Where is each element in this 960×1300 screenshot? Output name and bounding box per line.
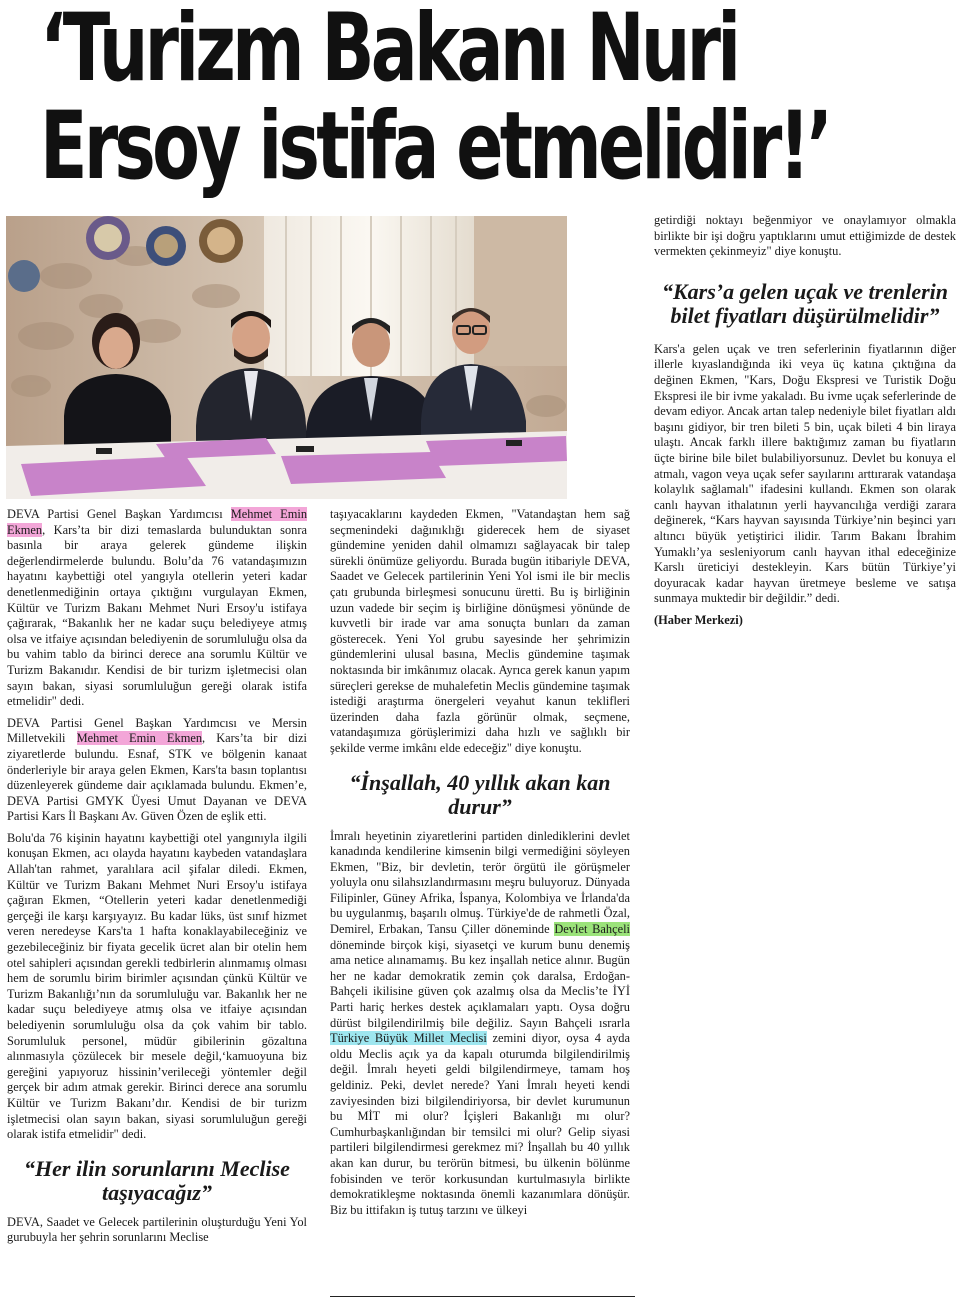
- paragraph: DEVA Partisi Genel Başkan Yardımcısı ve Mersin Milletvekili Mehmet Emin Ekmen, Kars’ta bir dizi ziyaretlerde bulundu. Esnaf, STK ve bölgenin kanaat önderleriyle bir araya gelen Ekmen, Kars'ta basın toplantısı düzenleyerek gündeme dair açıklamada bulundu. Ekmen’e, DEVA Partisi GMYK Üyesi Umut Dayanan ve DEVA Partisi Kars İl Başkanı Av. Güven Özen de eşlik etti.: [7, 715, 307, 824]
- divider: [330, 1296, 635, 1297]
- paragraph: Kars'a gelen uçak ve tren seferlerinin fiyatlarının diğer illerle kıyaslandığında iki veya üç katına çıktığına da değinen Ekmen, "Kars, Doğu Ekspresi ve Turistik Doğu Ekspresi ile bir ivme yakaladı. Bu ivme uçak seferlerinde de devam ediyor. Ancak artan talep nedeniyle bilet fiyatları aldı başını gidiyor, bir tren bileti 5 bin, uçak bileti 4 bin liraya ulaştı. Ancak farklı illere baktığımız zaman bu fiyatların üçte birine bile bilet bulabiliyorsunuz. Devlet bu konuya el atmalı, vagon veya uçak sefer sayılarını arttırarak vatandaşa kolaylık sağlamalı" ifadesini kullandı. Ekmen son olarak canlı hayvan ithalatının yerli hayvancılığa verdiği zarara değinerek, “Kars hayvan sayısında Türkiye’nin beşinci yarı altıncı büyük yetiştirici ilidir. Tarım Bakanı İbrahim Yumaklı’ya sesleniyorum canlı hayvan ithal edeceğinize Karslı üreticiyi destekleyin. Kars bütün Türkiye’yi doyuracak kadar hayvan üretmeye besleme ve satışa sunmaya muktedir bir değildir.” dedi.: [654, 341, 956, 606]
- paragraph: İmralı heyetinin ziyaretlerini partiden dinlediklerini devlet kanadında kendilerine kimsenin bilgi vermediğini söyleyen Ekmen, "Biz, bir devletin, terör örgütü ile görüşmeler yoluyla onu silahsızlandırmasını meşru buluyoruz. Dünyada Filipinler, Güney Afrika, İspanya, Kolombiya ve İrlanda'da bu uygulanmış, başarılı olmuş. Türkiye'de de rahmetli Özal, Demirel, Erbakan, Tansu Çiller döneminde Devlet Bahçeli döneminde birçok kişi, siyasetçi ve kurum bunu denemiş ama netice alınamamış. Bu kez inşallah netice alınır. Bugün her ne kadar demokratik zemin çok daralsa, Erdoğan-Bahçeli ikilisine güven çok azalmış olsa da Meclis’te İYİ Parti hariç herkes destek açıklamaları yaptı. Oysa doğru dürüst bilgilendirilmiş bile değiliz. Sayın Bahçeli ısrarla Türkiye Büyük Millet Meclisi zemini diyor, oysa 4 ayda oldu Meclis açık ya da kapalı oturumda bilgilendirilmiş değil. İmralı heyeti geldi bilgilendirmeye, tamam hoş geldiniz. Peki, devlet nerede? Yani İmralı heyeti kendi zaviyesinden bizi bilgilendiriyorsa, bir devlet kurumunun bu MİT mi olur? İçişleri Bakanlığı mı olur? Cumhurbaşkanlığından bir temsilci mi olur? Gelip siyasi partileri bilgilendirmesi gerekmez mi? İnşallah bu 40 yıllık akan kan durur, bu terörün bitmesi, bu ülkenin bölünme fobisinden ve terör korkusundan kurtulmasıyla birlikte demokratikleşme noktasında önemli kazanımlara dönüşür. Biz bu ittifakın iş tutuş tarzını ve ülkeyi: [330, 828, 631, 1217]
- byline: (Haber Merkezi): [654, 612, 743, 627]
- subheading: “İnşallah, 40 yıllık akan kan durur”: [349, 769, 611, 819]
- column-2: [330, 507, 630, 1224]
- column-1: [7, 507, 307, 1252]
- subheading: “Kars’a gelen uçak ve trenlerin bilet fiyatları düşürülmelidir”: [662, 278, 948, 328]
- highlighted-name: Türkiye Büyük Millet Meclisi: [330, 1031, 487, 1046]
- column-3: [654, 213, 956, 634]
- paragraph: DEVA Partisi Genel Başkan Yardımcısı Mehmet Emin Ekmen, Kars’ta bir dizi temaslarda bulunduktan sonra basınla bir araya gelerek gündeme ilişkin değerlendirmelerde bulundu. Bolu’da 76 vatandaşımızın hayatını kaybettiği otel yangıyla otellerin yeteri kadar denetlenmediğinin ortaya çıktığını vurgulayan Ekmen, Kültür ve Turizm Bakanı Mehmet Nuri Ersoy'u istifaya çağırarak, “Bakanlık her ne kadar suçu belediyeye atmış olsa ve itfaiye açısından belediyenin de sorumluluğu olsa da bu vahim tablo da birinci derece ana sorumlu Kültür ve Turizm Bakanıdır. Kendisi de bir turizm işletmecisi olan sayın bakan, siyasi sorumluluğun gereği olarak istifa etmelidir" dedi.: [7, 507, 308, 709]
- headline-line-2: Ersoy istifa etmelidir!’: [40, 92, 830, 201]
- paragraph: Bolu'da 76 kişinin hayatını kaybettiği otel yangınıyla ilgili konuşan Ekmen, acı olayda hayatını kaybeden vatandaşlara Allah'tan rahmet, yaralılara acil şifalar diledi. Ekmen, Kültür ve Turizm Bakanı Mehmet Nuri Ersoy'u istifaya çağıran Ekmen, “Otellerin yeteri kadar denetlenmediği gerçeği ile karşı karşıyayız. Bu kadar lüks, üst sınıf hizmet veren neredeyse Kars'ta 1 hafta konaklayabileceğiniz ve gezebileceğiniz bir fiyata gecelik ücret alan bir otelin hem otel sahipleri açısından gerekli tedbirlerin alınmamış olması hem de sorumlu birim birimler açısından çünkü Kültür ve Turizm Bakanlığı’nın da sorumluluğu var. Bakanlık her ne kadar suçu belediyeye atmış olsa ve itfaiye açısından belediyenin sorumluluğu olsa da çok vahim bir tablo. Sorumluluk personel, müdür gibilerinin gözaltına alınmasıyla çözülecek bir mesele değil,‘kamuoyuna biz gereğini yapıyoruz hissinin’verileceği yöntemler değil gerçek bir adım atmak gerekir. Birinci derece ana sorumlu Kültür ve Turizm Bakanı’dır. Kendisi de bir turizm işletmecisi olan sayın bakan, siyasi sorumluluğun gereği olarak istifa etmelidir" dedi.: [7, 830, 307, 1142]
- headline-line-1: ‘Turizm Bakanı Nuri: [40, 0, 738, 103]
- headline: [40, 0, 830, 201]
- news-photo: [6, 216, 567, 499]
- highlighted-name: Mehmet Emin Ekmen: [76, 731, 203, 746]
- paragraph: getirdiği noktayı beğenmiyor ve onaylamıyor olmakla birlikte bir işi doğru yaptıklarını umut ettiğimizde de destek vermekten çekinmeyiz" diye konuştu.: [654, 213, 956, 259]
- paragraph: taşıyacaklarını kaydeden Ekmen, "Vatandaştan hem sağ seçmenindeki dağınıklığı giderecek hem de siyaset gündemine yeniden dahil olmamızı sağlayacak bir talep sürekli önümüze geliyordu. Burada bugün itibariyle DEVA, Saadet ve Gelecek partilerinin Yeni Yol ismi ile bir meclis çatı grubunda birleşmesi sonucunu üretti. Bu iş birliğinin uzun vadede bir seçim iş birliğine dönüşmesi yönünde de kuvvetli bir irade var ama sonuçta bunları da zaman gösterecek. Yeni Yol grubu sayesinde her şehrimizin gündemlerini ulusal basına, Meclis gündemine taşımak noktasında bir imkânımız olacak. Ayrıca gerek kanun yapım süreçleri gerekse de muhalefetin Meclis gündemine taşımak istediği araştırma önergeleri veyahut kanun teklifleri üzerinden daha fazla görünür olmak, seçmene, vatandaşımıza görüşlerimizi daha hızlı ve sağlıklı bir şekilde verme imkânı elde edeceğiz" diye konuştu.: [330, 507, 630, 755]
- subheading: “Her ilin sorunlarını Meclise taşıyacağız”: [24, 1155, 290, 1205]
- highlighted-name: Mehmet Emin Ekmen: [7, 507, 308, 537]
- paragraph: DEVA, Saadet ve Gelecek partilerinin oluşturduğu Yeni Yol gurubuyla her şehrin sorunlarını Meclise: [7, 1214, 307, 1245]
- highlighted-name: Devlet Bahçeli: [554, 922, 630, 937]
